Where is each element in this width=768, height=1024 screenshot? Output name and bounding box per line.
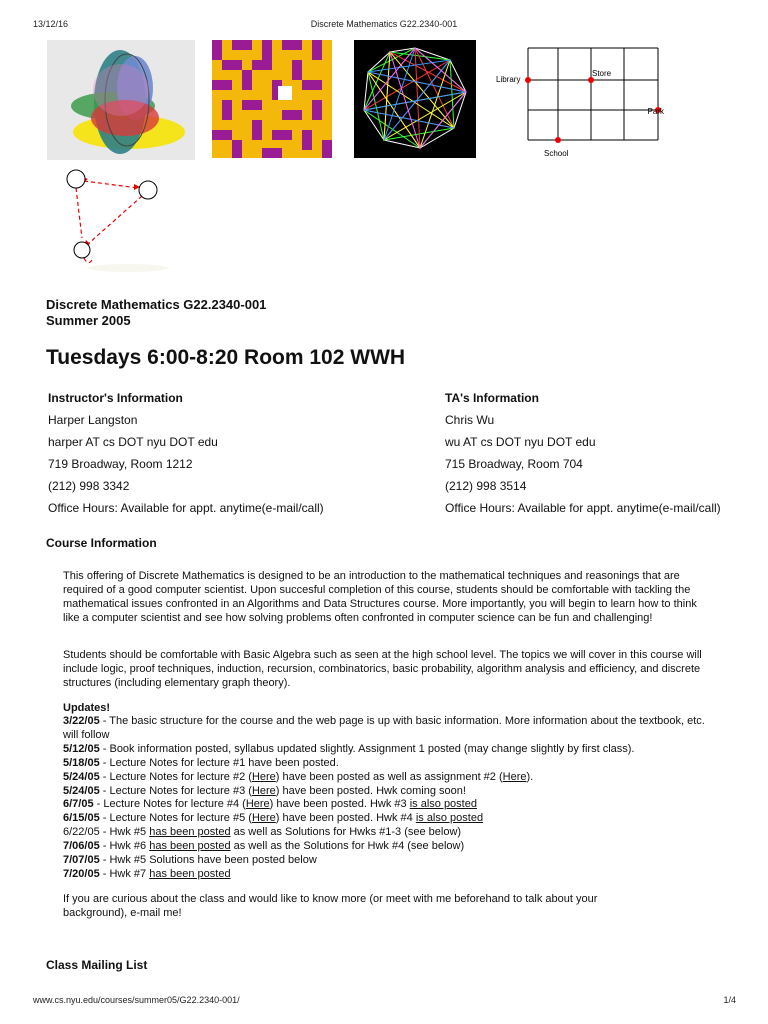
hwk-4-link[interactable]: is also posted xyxy=(415,812,484,825)
instructor-address: 719 Broadway, Room 1212 xyxy=(48,457,193,471)
ta-name: Chris Wu xyxy=(445,413,495,427)
print-title: Discrete Mathematics G22.2340-001 xyxy=(310,19,458,29)
update-date: 3/22/05 xyxy=(63,715,100,727)
directed-graph-figure xyxy=(58,166,176,278)
update-item: 5/12/05 - Book information posted, syllabus updated slightly. Assignment 1 posted (may change slightly by first class). xyxy=(63,742,635,755)
update-date: 5/12/05 xyxy=(63,742,100,755)
update-item: 6/7/05 - Lecture Notes for lecture #4 (Here) have been posted. Hwk #3 is also posted xyxy=(63,798,477,811)
map-label-park: Park xyxy=(647,107,664,116)
updates-heading: Updates! xyxy=(63,702,111,714)
instructor-office-hours: Office Hours: Available for appt. anytime(e-mail/call) xyxy=(48,501,324,515)
course-term: Summer 2005 xyxy=(46,313,131,328)
print-page-number: 1/4 xyxy=(723,995,736,1005)
assignment-2-link[interactable]: Here xyxy=(502,770,527,783)
contact-paragraph: If you are curious about the class and would like to know more (or meet with me beforehand to talk about your background), e-mail me! xyxy=(63,893,598,919)
hwk-3-link[interactable]: is also posted xyxy=(409,798,477,811)
course-title: Discrete Mathematics G22.2340-001 xyxy=(46,297,267,312)
update-date: 7/07/05 xyxy=(63,854,100,867)
update-item: 3/22/05 - The basic structure for the course and the web page is up with basic information. More information about the textbook, etc. will follow xyxy=(63,715,705,741)
update-item: 6/22/05 - Hwk #5 has been posted as well as Solutions for Hwks #1-3 (see below) xyxy=(63,826,462,839)
update-date: 5/18/05 xyxy=(63,756,100,769)
course-description: This offering of Discrete Mathematics is designed to be an introduction to the mathematical techniques and reasonings that are required of a good computer scientist. Upon succesful completion of this course, students should be comfortable with tackling the mathematical issues confronted in an Algorithms and Data Structures course. More importantly, you will begin to learn how to think like a computer scientist and see how solving problems often confronted in computer science can be fun and challenging! xyxy=(63,570,697,624)
ta-email: wu AT cs DOT nyu DOT edu xyxy=(445,435,596,449)
hwk-6-link[interactable]: has been posted xyxy=(149,840,231,853)
print-url: www.cs.nyu.edu/courses/summer05/G22.2340-001/ xyxy=(33,995,240,1005)
tiling-pattern-figure xyxy=(212,40,332,158)
update-item: 7/07/05 - Hwk #5 Solutions have been posted below xyxy=(63,854,317,867)
course-info-heading: Course Information xyxy=(46,536,157,550)
update-item: 7/20/05 - Hwk #7 has been posted xyxy=(63,867,231,880)
map-label-store: Store xyxy=(592,69,612,78)
mailing-list-heading: Class Mailing List xyxy=(46,958,148,972)
instructor-name: Harper Langston xyxy=(48,413,138,427)
instructor-phone: (212) 998 3342 xyxy=(48,479,130,493)
update-date: 7/06/05 xyxy=(63,840,100,853)
ta-phone: (212) 998 3514 xyxy=(445,479,527,493)
updates-list xyxy=(63,715,715,882)
complete-graph-figure xyxy=(354,40,476,158)
course-schedule: Tuesdays 6:00-8:20 Room 102 WWH xyxy=(46,346,406,369)
update-date: 6/22/05 xyxy=(63,826,100,839)
update-item: 7/06/05 - Hwk #6 has been posted as well as the Solutions for Hwk #4 (see below) xyxy=(63,840,465,853)
hwk-5-link[interactable]: has been posted xyxy=(149,826,231,839)
update-date: 6/7/05 xyxy=(63,798,94,811)
update-item: 5/18/05 - Lecture Notes for lecture #1 have been posted. xyxy=(63,756,339,769)
hwk-7-link[interactable]: has been posted xyxy=(149,867,231,880)
lecture-5-notes-link[interactable]: Here xyxy=(251,812,276,825)
map-label-library: Library xyxy=(496,75,521,84)
update-item: 5/24/05 - Lecture Notes for lecture #3 (Here) have been posted. Hwk coming soon! xyxy=(63,784,466,797)
print-date: 13/12/16 xyxy=(33,19,69,29)
ta-office-hours: Office Hours: Available for appt. anytime(e-mail/call) xyxy=(445,501,721,515)
update-date: 6/15/05 xyxy=(63,812,100,825)
ta-info xyxy=(445,387,745,519)
venn-figure xyxy=(47,40,195,160)
update-date: 5/24/05 xyxy=(63,770,100,783)
grid-map-figure xyxy=(494,44,664,162)
lecture-3-notes-link[interactable]: Here xyxy=(251,784,276,797)
update-date: 7/20/05 xyxy=(63,867,100,880)
lecture-2-notes-link[interactable]: Here xyxy=(251,770,276,783)
instructor-email: harper AT cs DOT nyu DOT edu xyxy=(48,435,218,449)
update-item: 5/24/05 - Lecture Notes for lecture #2 (Here) have been posted as well as assignment #2 (Here). xyxy=(63,770,534,783)
lecture-4-notes-link[interactable]: Here xyxy=(245,798,270,811)
course-prerequisites: Students should be comfortable with Basic Algebra such as seen at the high school level. The topics we will cover in this course will include logic, proof techniques, induction, recursion, combinatorics, basic probability, algorithm analysis and efficiency, and discrete structures (including elementary graph theory). xyxy=(63,649,702,689)
ta-address: 715 Broadway, Room 704 xyxy=(445,457,583,471)
update-date: 5/24/05 xyxy=(63,784,100,797)
instructor-info xyxy=(48,387,408,519)
instructor-heading: Instructor's Information xyxy=(48,391,183,405)
map-label-school: School xyxy=(544,149,569,158)
ta-heading: TA's Information xyxy=(445,391,539,405)
update-item: 6/15/05 - Lecture Notes for lecture #5 (Here) have been posted. Hwk #4 is also posted xyxy=(63,812,484,825)
